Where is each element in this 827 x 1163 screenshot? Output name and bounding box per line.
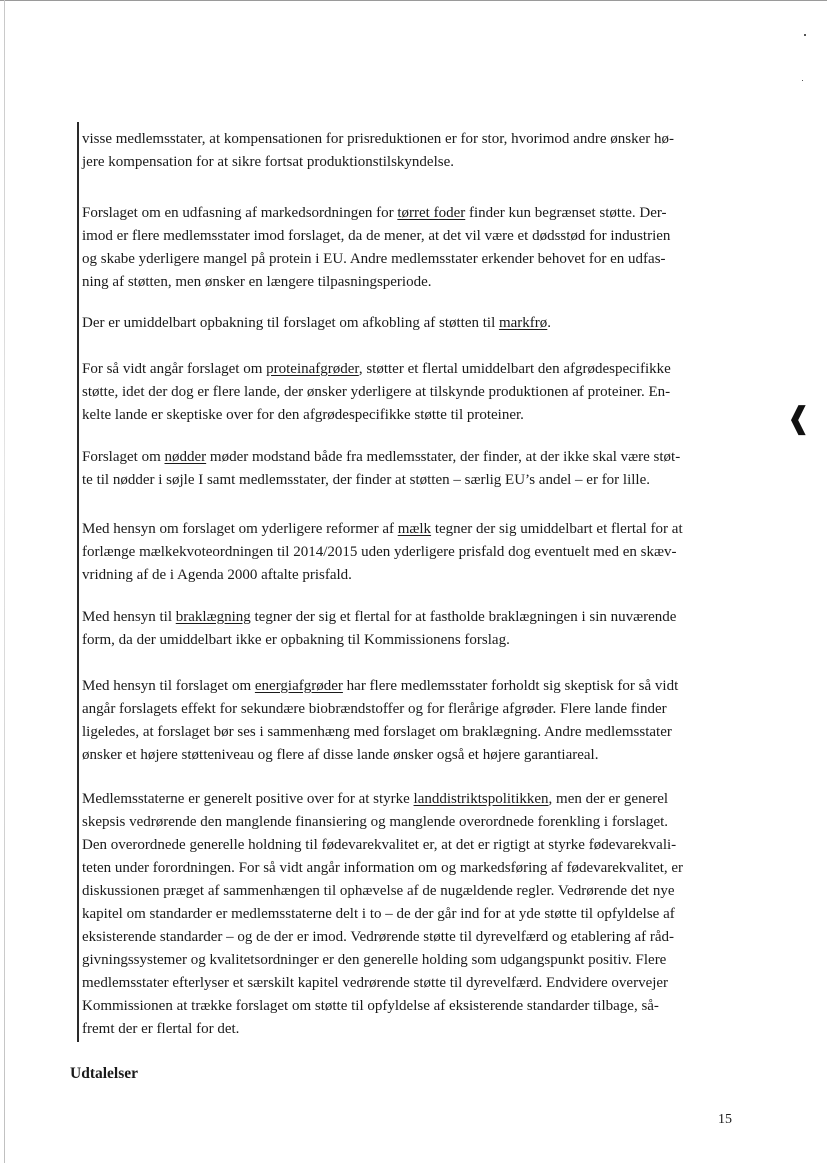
text-line <box>82 926 746 949</box>
text-line <box>82 675 746 698</box>
text-line <box>82 972 746 995</box>
text-line <box>82 606 746 629</box>
text-run: jere kompensation for at sikre fortsat produktionstilskyndelse. <box>82 154 455 170</box>
text-run: Den overordnede generelle holdning til fødevarekvalitet er, at det er rigtigt at styrke fødevarekvali- <box>82 837 677 853</box>
text-line <box>82 811 746 834</box>
text-run: angår forslagets effekt for sekundære biobrændstoffer og for flerårige afgrøder. Flere lande finder <box>82 701 667 717</box>
text-run: , men der er generel <box>548 791 669 807</box>
text-run: Forslaget om <box>82 449 165 465</box>
text-run: har flere medlemsstater forholdt sig skeptisk for så vidt <box>342 678 679 694</box>
paragraph <box>82 446 746 492</box>
text-line <box>82 1018 746 1041</box>
text-line <box>82 629 746 652</box>
text-line <box>82 381 746 404</box>
underlined-keyword: mælk <box>397 521 432 537</box>
text-run: Der er umiddelbart opbakning til forslaget om afkobling af støtten til <box>82 315 499 331</box>
text-run: diskussionen præget af sammenhængen til ophævelse af de nugældende regler. Vedrørende det nye <box>82 883 675 899</box>
text-run: imod er flere medlemsstater imod forslaget, da de mener, at det vil være et dødsstød for industrien <box>82 228 671 244</box>
text-line <box>82 312 746 335</box>
text-run: Medlemsstaterne er generelt positive over for at styrke <box>82 791 414 807</box>
text-line <box>82 949 746 972</box>
text-line <box>82 995 746 1018</box>
paragraph <box>82 606 746 652</box>
text-line <box>82 225 746 248</box>
text-line <box>82 248 746 271</box>
text-line <box>82 880 746 903</box>
text-line <box>82 834 746 857</box>
underlined-keyword: tørret foder <box>397 205 466 221</box>
scan-speck <box>804 34 806 36</box>
text-run: kelte lande er skeptiske over for den afgrødespecifikke støtte til proteiner. <box>82 407 524 423</box>
margin-mark-icon: ❰ <box>786 401 812 436</box>
scan-left-edge <box>4 0 5 1163</box>
text-run: visse medlemsstater, at kompensationen for prisreduktionen er for stor, hvorimod andre ønsker hø- <box>82 131 674 147</box>
text-run: tegner der sig et flertal for at fastholde braklægningen i sin nuværende <box>250 609 677 625</box>
text-run: finder kun begrænset støtte. Der- <box>465 205 667 221</box>
paragraph <box>82 675 746 767</box>
text-run: form, da der umiddelbart ikke er opbakning til Kommissionens forslag. <box>82 632 510 648</box>
text-run: støtte, idet der dog er flere lande, der ønsker yderligere at tilskynde produktionen af proteiner. En- <box>82 384 671 400</box>
text-run: forlænge mælkekvoteordningen til 2014/2015 uden yderligere prisfald dog eventuelt med en skæv- <box>82 544 677 560</box>
text-run: . <box>547 315 552 331</box>
page-number: 15 <box>718 1112 732 1127</box>
text-line <box>82 903 746 926</box>
text-run: møder modstand både fra medlemsstater, der finder, at der ikke skal være støt- <box>206 449 681 465</box>
underlined-keyword: landdistriktspolitikken <box>413 791 549 807</box>
text-run: tegner der sig umiddelbart et flertal for at <box>431 521 683 537</box>
text-run: teten under forordningen. For så vidt angår information om og markedsføring af fødevarekvalitet, er <box>82 860 684 876</box>
text-run: skepsis vedrørende den manglende finansiering og manglende overordnede forenkling i forslaget. <box>82 814 669 830</box>
text-run: medlemsstater efterlyser et særskilt kapitel vedrørende støtte til dyrevelfærd. Endvidere overvejer <box>82 975 669 991</box>
text-line <box>82 404 746 427</box>
text-line <box>82 271 746 294</box>
text-run: ligeledes, at forslaget bør ses i sammenhæng med forslaget om braklægning. Andre medlemsstater <box>82 724 672 740</box>
text-line <box>82 358 746 381</box>
text-run: Med hensyn om forslaget om yderligere reformer af <box>82 521 398 537</box>
text-line <box>82 541 746 564</box>
paragraph <box>82 358 746 427</box>
text-line <box>82 128 746 151</box>
text-line <box>82 469 746 492</box>
text-line <box>82 151 746 174</box>
scan-speck <box>802 80 803 81</box>
text-run: , støtter et flertal umiddelbart den afgrødespecifikke <box>358 361 671 377</box>
text-line <box>82 788 746 811</box>
text-line <box>82 857 746 880</box>
text-line <box>82 202 746 225</box>
paragraph <box>82 128 746 174</box>
text-line <box>82 721 746 744</box>
text-run: te til nødder i søjle I samt medlemsstater, der finder at støtten – særlig EU’s andel – er for lille. <box>82 472 651 488</box>
text-run: For så vidt angår forslaget om <box>82 361 267 377</box>
text-line <box>82 564 746 587</box>
text-run: Med hensyn til forslaget om <box>82 678 255 694</box>
paragraph <box>82 202 746 294</box>
underlined-keyword: braklægning <box>175 609 251 625</box>
text-run: Med hensyn til <box>82 609 176 625</box>
section-heading: Udtalelser <box>70 1065 139 1082</box>
text-run: fremt der er flertal for det. <box>82 1021 240 1037</box>
underlined-keyword: nødder <box>164 449 207 465</box>
text-run: ønsker et højere støtteniveau og flere af disse lande ønsker også et højere garantiareal. <box>82 747 599 763</box>
underlined-keyword: proteinafgrøder <box>266 361 359 377</box>
paragraph <box>82 312 746 335</box>
text-line <box>82 446 746 469</box>
margin-change-bar <box>77 122 79 1042</box>
underlined-keyword: markfrø <box>498 315 548 331</box>
scan-top-edge <box>0 0 827 1</box>
text-run: Forslaget om en udfasning af markedsordningen for <box>82 205 398 221</box>
paragraph <box>82 788 746 1041</box>
paragraph <box>82 518 746 587</box>
text-line <box>82 744 746 767</box>
underlined-keyword: energiafgrøder <box>254 678 343 694</box>
text-line <box>82 698 746 721</box>
text-run: og skabe yderligere mangel på protein i EU. Andre medlemsstater erkender behovet for en udfas- <box>82 251 666 267</box>
text-line <box>82 518 746 541</box>
text-run: givningssystemer og kvalitetsordninger er den generelle holding som udgangspunkt positiv. Flere <box>82 952 667 968</box>
text-run: ning af støtten, men ønsker en længere tilpasningsperiode. <box>82 274 432 290</box>
text-run: eksisterende standarder – og de der er imod. Vedrørende støtte til dyrevelfærd og etablering af råd- <box>82 929 675 945</box>
text-run: kapitel om standarder er medlemsstaterne delt i to – de der går ind for at yde støtte til opfyldelse af <box>82 906 675 922</box>
text-run: Kommissionen at trække forslaget om støtte til opfyldelse af eksisterende standarder tilbage, så- <box>82 998 659 1014</box>
text-run: vridning af de i Agenda 2000 aftalte prisfald. <box>82 567 352 583</box>
